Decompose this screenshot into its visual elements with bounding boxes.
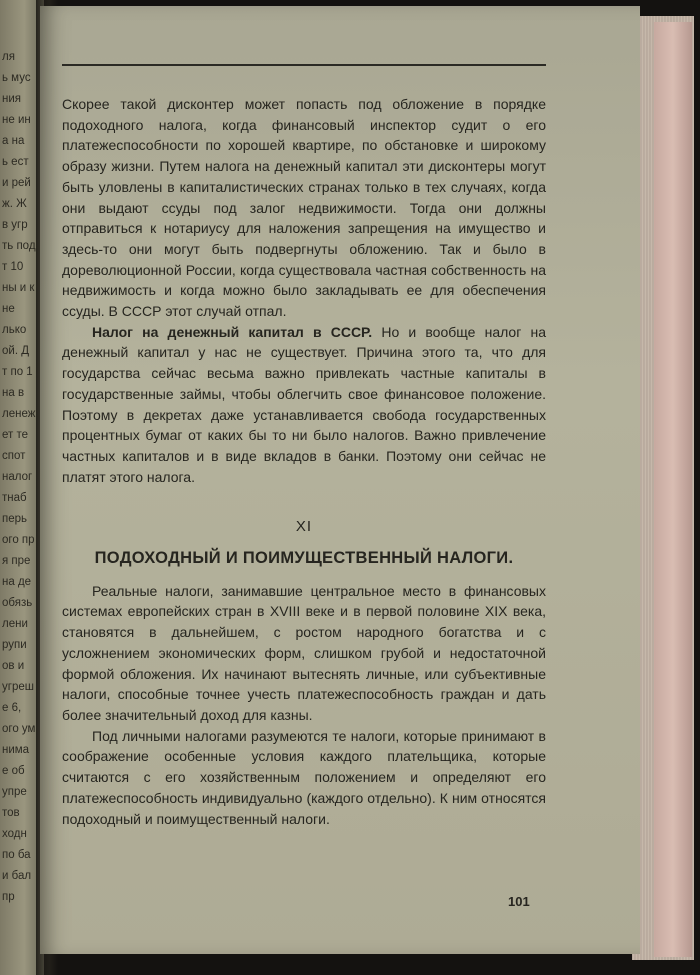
left-page-fragment: ны и к xyxy=(2,282,35,294)
left-page-fragment: спот xyxy=(2,450,26,462)
left-page-fragment: ходн xyxy=(2,828,27,840)
left-page-fragment: а на xyxy=(2,135,25,147)
left-page-fragment: нима xyxy=(2,744,30,756)
left-page-fragment: упре xyxy=(2,786,27,798)
section-number: XI xyxy=(295,518,313,536)
left-page-fragment: ов и xyxy=(2,660,25,672)
left-page-fragment: ж. Ж xyxy=(2,198,27,210)
left-page-fragment: ого пр xyxy=(2,534,35,546)
paragraph-4: Под личными налогами разумеются те налоги, которые принимают в соображение особенные условия каждого плательщика, которые считаются с его хозяйственным положением и определяют его платежеспособность индивидуально (каждого отдельно). К ним относятся подоходный и поимущественный налоги. xyxy=(62,727,546,827)
paragraph-1: Скорее такой дисконтер может попасть под обложение в порядке подоходного налога, когда финансовый инспектор судит о его платежеспособности по хорошей квартире, по обстановке и широкому образу жизни. Путем налога на денежный капитал эти дисконтеры могут быть уловлены в капиталистических странах только в тех случаях, когда они выдают ссуды под залог недвижимости. Тогда они должны отправиться к нотариусу для наложения запрещения на имущество и здесь-то они могут быть подвергнуты обложению. Так и было в дореволюционной России, когда существовала частная собственность на недвижимость и когда можно было закладывать ее для обеспечения ссуды. В СССР этот случай отпал. xyxy=(62,96,546,320)
left-page-fragment: т по 1 xyxy=(2,366,33,378)
left-page-fragment: ленеж xyxy=(2,408,36,420)
book-page xyxy=(40,6,640,954)
paragraph-3: Реальные налоги, занимавшие центральное место в финансовых системах европейских стран в XVIII веке и в первой половине XIX века, становятся в дальнейшем, с ростом народного богатства и с усложнением экономических форм, слишком грубой и недостаточной формой обложения. Их начинают вытеснять личные, или субъективные налоги, способные точнее учесть платежеспособность граждан и дать более значительный доход для казны. xyxy=(62,582,546,723)
left-page-fragment: рупи xyxy=(2,639,27,651)
left-page-fragment: ния xyxy=(2,93,22,105)
left-page-fragment: я пре xyxy=(2,555,31,567)
page-body xyxy=(62,94,546,829)
left-page-fragment: в угр xyxy=(2,219,28,231)
left-page-fragment: и рей xyxy=(2,177,31,189)
left-page-fragment: лени xyxy=(2,618,28,630)
left-page-fragment: ого ум xyxy=(2,723,36,735)
left-page-fragment: угреш xyxy=(2,681,34,693)
left-page-fragment: пр xyxy=(2,891,15,903)
left-page-fragment: ет те xyxy=(2,429,29,441)
left-page-fragment: по ба xyxy=(2,849,31,861)
left-page-fragment: ь мус xyxy=(2,72,31,84)
paragraph-2-body: Но и вообще налог на денежный капитал у нас не существует. Причина этого та, что для государства сейчас весьма важно привлекать частные капиталы в государственные займы, чтобы облегчить свое финансовое положение. Поэтому в декретах даже устанавливается свобода государственных процентных бумаг от каких бы то ни было налогов. Важно привлечение частных капиталов и в виде вкладов в банки. Поэтому они сейчас не платят этого налога. xyxy=(62,323,547,485)
paragraph-2-heading: Налог на денежный капитал в СССР. xyxy=(92,323,373,340)
left-page-fragment: т 10 xyxy=(2,261,24,273)
header-rule xyxy=(62,64,546,66)
left-page-fragment: на в xyxy=(2,387,25,399)
left-page-fragment: обязь xyxy=(2,597,33,609)
left-page-fragment: е 6, xyxy=(2,702,22,714)
left-page-fragment: тнаб xyxy=(2,492,27,504)
left-page-fragment: ой. Д xyxy=(2,345,29,357)
left-page-fragment: и бал xyxy=(2,870,32,882)
left-page-fragment: тов xyxy=(2,807,20,819)
left-page-fragment: перь xyxy=(2,513,28,525)
left-page-fragment: ь ест xyxy=(2,156,29,168)
left-page-fragment: на де xyxy=(2,576,32,588)
left-page-fragment: ля xyxy=(2,51,15,63)
left-page-fragment: ть под xyxy=(2,240,36,252)
page-number: 101 xyxy=(508,894,530,909)
book-cover-edge xyxy=(654,22,692,957)
left-page-fragment: не xyxy=(2,303,15,315)
left-page-fragment: лько xyxy=(2,324,27,336)
paragraph-2 xyxy=(62,322,546,488)
section-title: ПОДОХОДНЫЙ И ПОИМУЩЕСТВЕННЫЙ НАЛОГИ. xyxy=(94,549,514,568)
left-page-fragment: налог xyxy=(2,471,33,483)
left-page-fragment: не ин xyxy=(2,114,31,126)
left-page-fragment: е об xyxy=(2,765,25,777)
